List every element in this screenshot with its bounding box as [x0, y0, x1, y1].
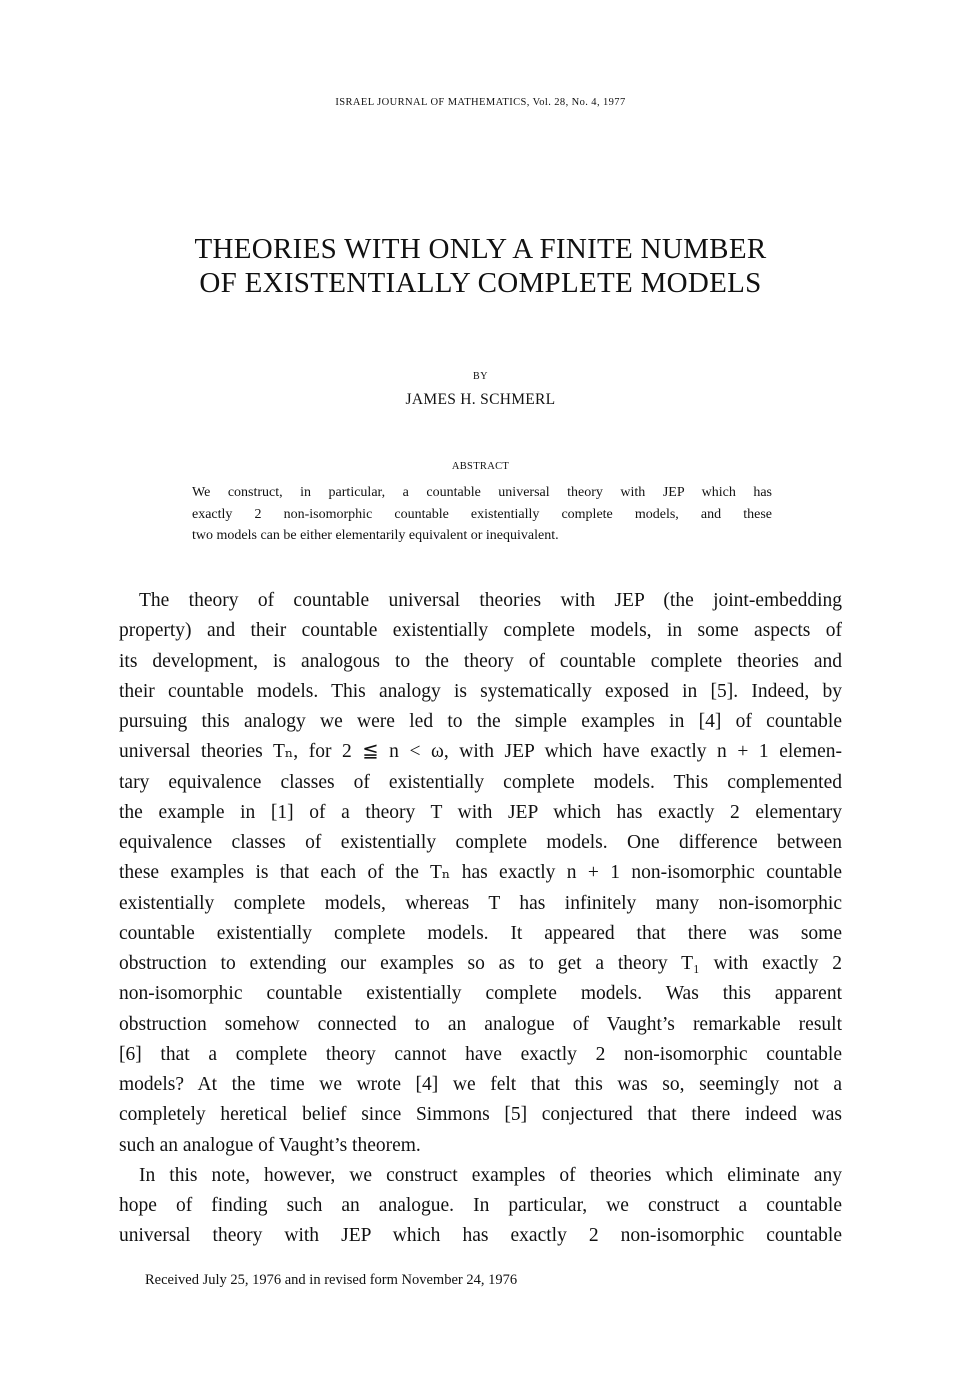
body-line: property) and their countable existentially complete models, in some aspects of — [119, 620, 842, 642]
paragraph-2 — [119, 1161, 842, 1252]
abstract-line: We construct, in particular, a countable universal theory with JEP which has — [192, 485, 772, 500]
author-name: JAMES H. SCHMERL — [405, 391, 556, 408]
title-line-2: OF EXISTENTIALLY COMPLETE MODELS — [199, 267, 762, 299]
paragraph-1 — [119, 586, 842, 1161]
body-line: hope of finding such an analogue. In particular, we construct a countable — [119, 1195, 842, 1216]
by-label: BY — [473, 371, 488, 382]
abstract-heading: ABSTRACT — [451, 461, 510, 472]
body-line: existentially complete models, whereas T has infinitely many non-isomorphic — [119, 892, 842, 914]
body-line: [6] that a complete theory cannot have exactly 2 non-isomorphic countable — [119, 1043, 842, 1065]
body-line: models? At the time we wrote [4] we felt that this was so, seemingly not a — [119, 1074, 842, 1095]
body-line: obstruction somehow connected to an analogue of Vaught’s remarkable result — [119, 1013, 842, 1035]
body-line: In this note, however, we construct examples of theories which eliminate any — [139, 1164, 842, 1186]
body-line: universal theory with JEP which has exactly 2 non-isomorphic countable — [119, 1225, 842, 1247]
abstract-text — [192, 482, 772, 547]
body-line: non-isomorphic countable existentially complete models. Was this apparent — [119, 983, 842, 1005]
body-line: The theory of countable universal theories with JEP (the joint-embedding — [139, 590, 842, 611]
received-note: Received July 25, 1976 and in revised form November 24, 1976 — [145, 1272, 518, 1288]
journal-header: ISRAEL JOURNAL OF MATHEMATICS, Vol. 28, No. 4, 1977 — [335, 97, 626, 108]
body-line: obstruction to extending our examples so as to get a theory T₁ with exactly 2 — [119, 953, 842, 974]
abstract-line: two models can be either elementarily equivalent or inequivalent. — [192, 528, 559, 543]
body-line: the example in [1] of a theory T with JEP which has exactly 2 elementary — [119, 801, 842, 823]
body-line: these examples is that each of the Tₙ has exactly n + 1 non-isomorphic countable — [119, 862, 842, 884]
body-line: such an analogue of Vaught’s theorem. — [119, 1134, 421, 1156]
body-line: equivalence classes of existentially complete models. One difference between — [119, 832, 842, 853]
body-line: completely heretical belief since Simmons [5] conjectured that there indeed was — [119, 1104, 842, 1126]
body-line: tary equivalence classes of existentially complete models. This complemented — [119, 771, 842, 793]
abstract-line: exactly 2 non-isomorphic countable existentially complete models, and these — [192, 506, 772, 522]
title-line-1: THEORIES WITH ONLY A FINITE NUMBER — [194, 233, 767, 265]
body-text — [119, 586, 842, 1252]
body-line: countable existentially complete models. It appeared that there was some — [119, 922, 842, 944]
body-line: universal theories Tₙ, for 2 ≦ n < ω, with JEP which have exactly n + 1 elemen- — [119, 741, 842, 763]
body-line: its development, is analogous to the theory of countable complete theories and — [119, 650, 842, 672]
paper-title — [0, 232, 961, 300]
body-line: pursuing this analogy we were led to the simple examples in [4] of countable — [119, 711, 842, 732]
body-line: their countable models. This analogy is systematically exposed in [5]. Indeed, by — [119, 680, 842, 702]
